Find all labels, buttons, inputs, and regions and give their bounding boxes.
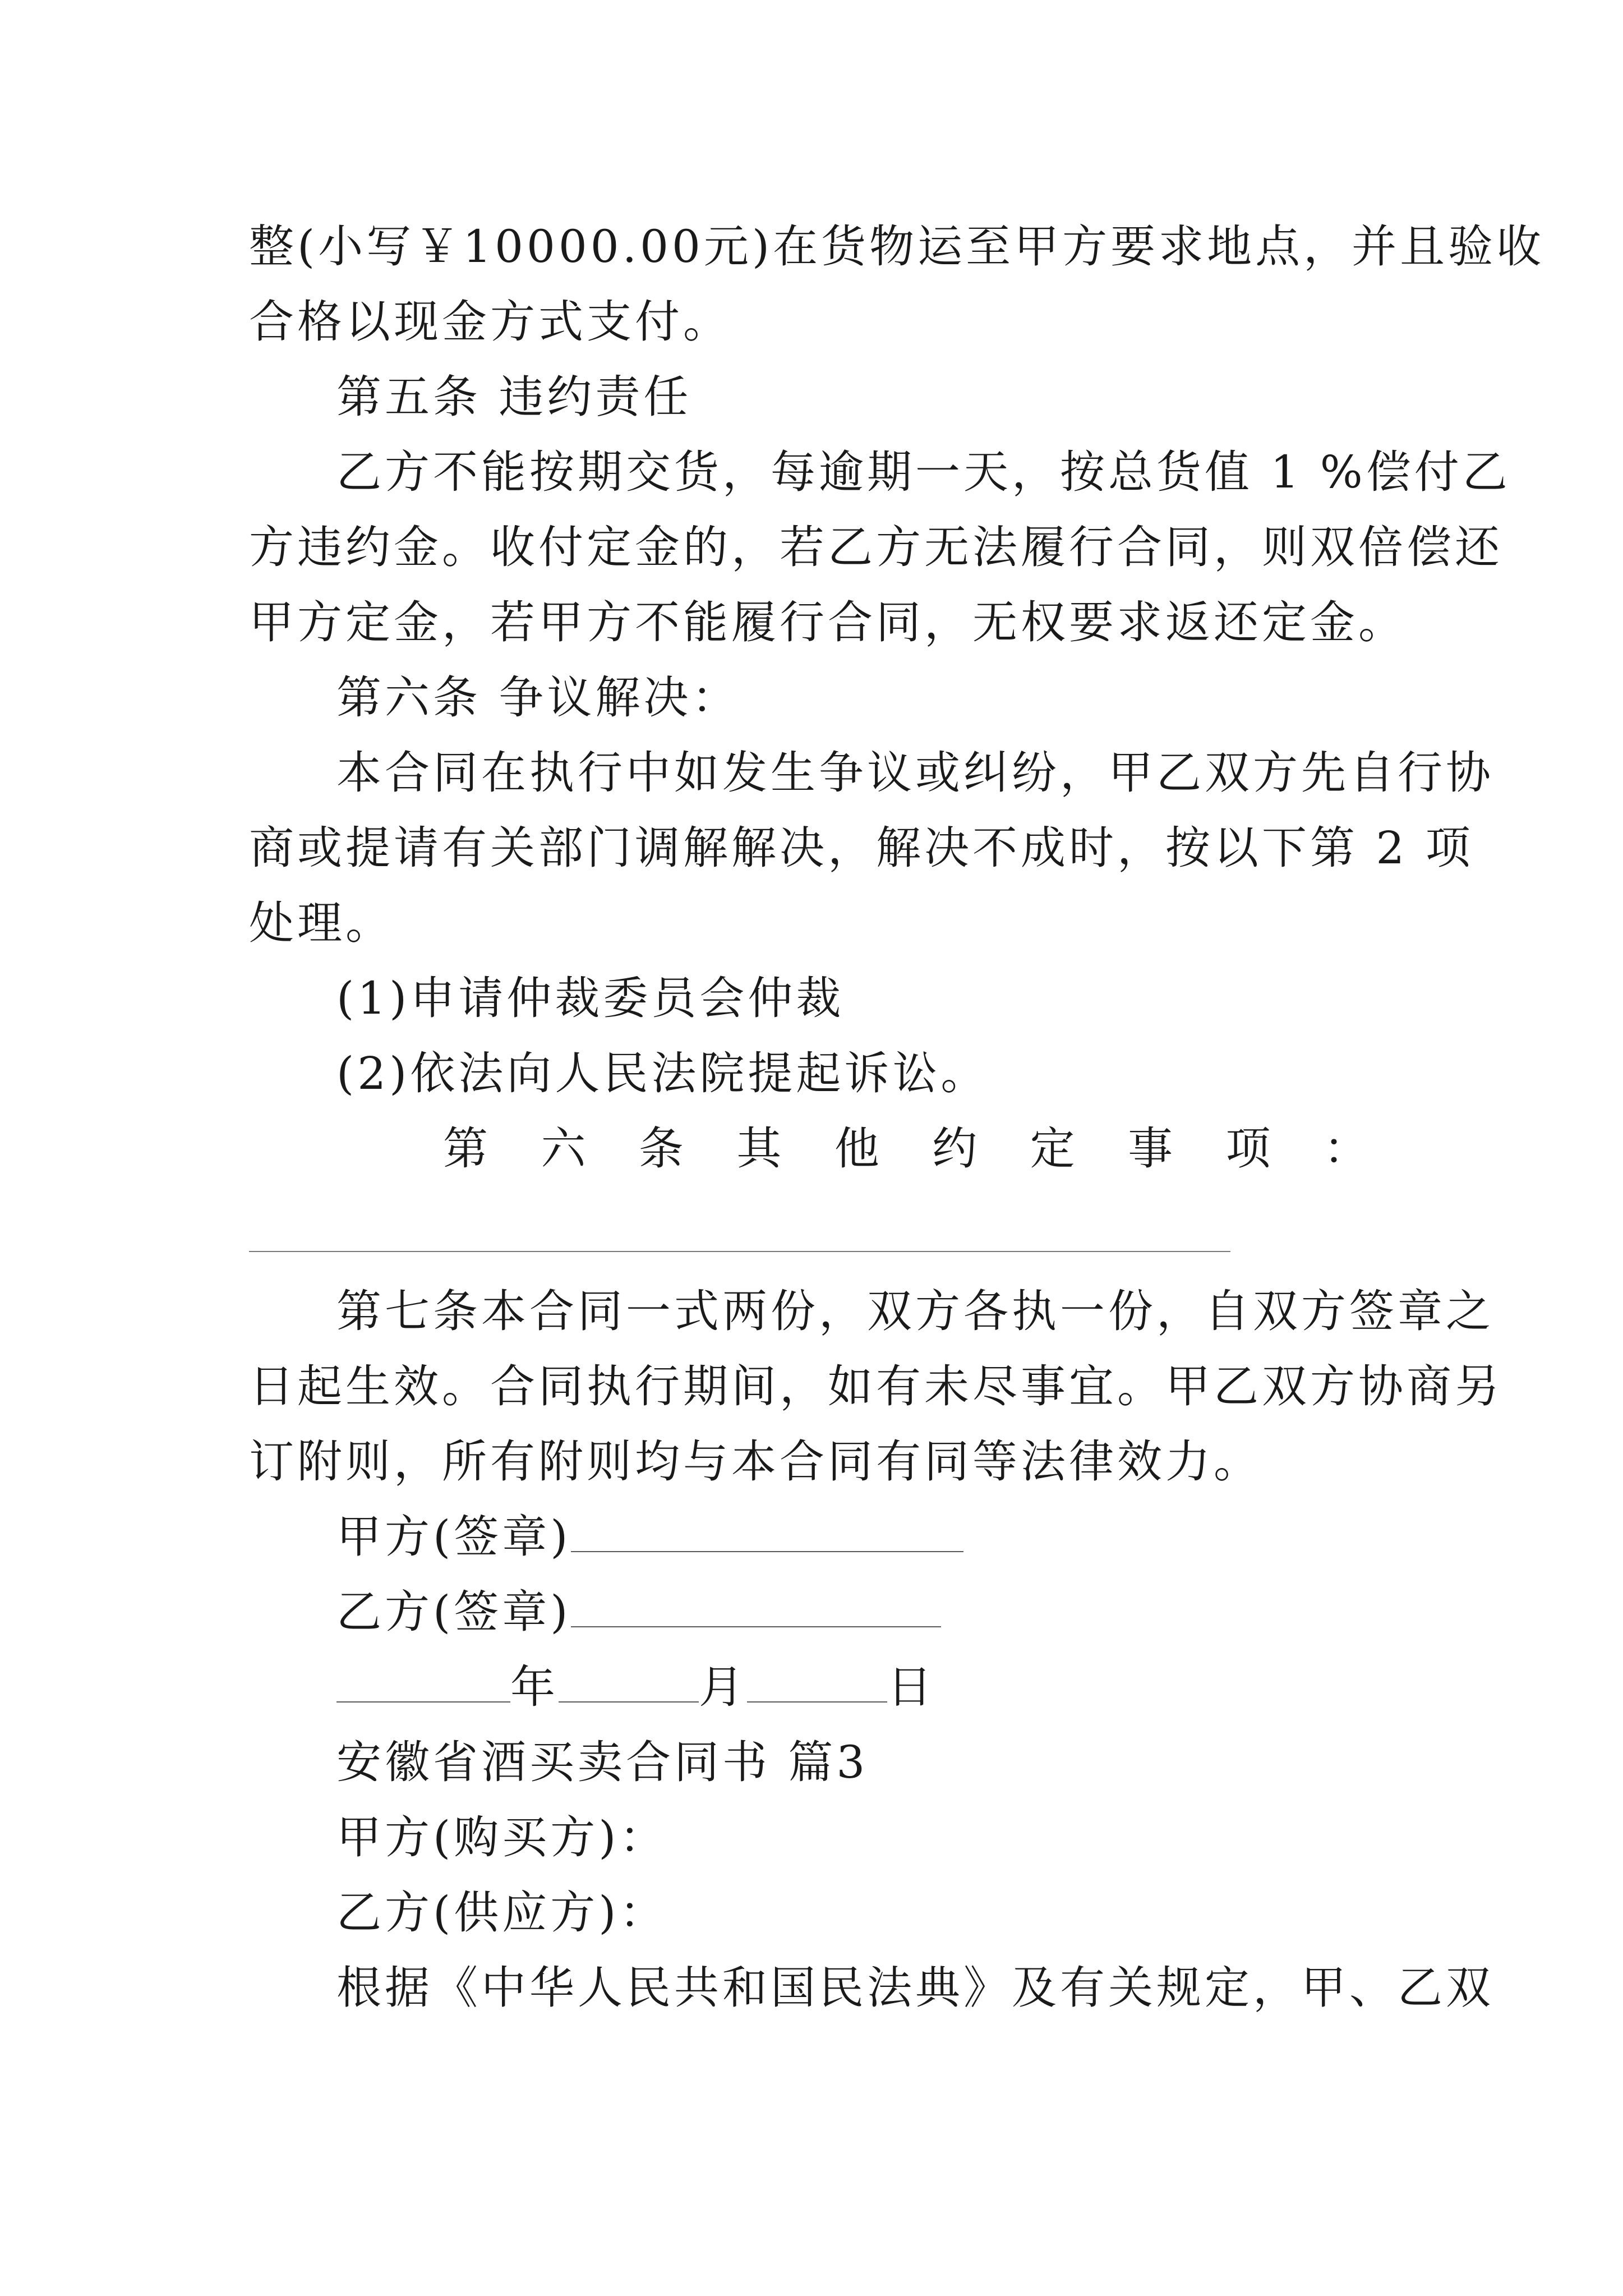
heading-char: 第 [443,1122,488,1175]
signature-date [336,1660,1464,1714]
article-7-line: 第七条本合同一式两份，双方各执一份，自双方签章之 [336,1285,1494,1337]
paragraph-line: 乙方不能按期交货，每逾期一天，按总货值 1 %偿付乙 [336,446,1511,498]
article-5-heading: 第五条 违约责任 [336,371,692,423]
paragraph-line: 商或提请有关部门调解解决，解决不成时，按以下第 2 项 [249,822,1474,874]
year-label: 年 [510,1661,559,1713]
paragraph-line: 本合同在执行中如发生争议或纠纷，甲乙双方先自行协 [336,747,1494,799]
heading-char: 项 [1225,1122,1271,1175]
party-a-signature-blank[interactable] [571,1511,963,1552]
party-b-signature-blank[interactable] [571,1586,941,1627]
option-item: (1)申请仲裁委员会仲裁 [336,972,845,1024]
heading-char: 约 [932,1122,978,1175]
year-blank[interactable] [336,1661,510,1703]
article-other-heading [443,1122,1368,1176]
article-6-heading: 第六条 争议解决： [336,671,740,724]
heading-char: 定 [1030,1122,1075,1175]
paragraph-line: 方违约金。收付定金的，若乙方无法履行合同，则双倍偿还 [249,521,1503,573]
party-b-signature [336,1585,1464,1639]
day-label: 日 [887,1661,935,1713]
day-blank[interactable] [747,1661,887,1703]
heading-char: 事 [1128,1122,1173,1175]
paragraph-line: 根据《中华人民共和国民法典》及有关规定，甲、乙双 [336,1962,1494,2014]
heading-char: 六 [541,1122,586,1175]
paragraph-line: 订附则，所有附则均与本合同有同等法律效力。 [249,1435,1262,1488]
month-label: 月 [699,1661,747,1713]
party-a-buyer: 甲方(购买方)： [336,1811,668,1864]
month-blank[interactable] [559,1661,699,1703]
paragraph-line: 甲方定金，若甲方不能履行合同，无权要求返还定金。 [249,596,1407,648]
heading-char: 他 [834,1122,879,1175]
party-a-label: 甲方(签章) [336,1511,571,1563]
paragraph-line: 日起生效。合同执行期间，如有未尽事宜。甲乙双方协商另 [249,1360,1503,1412]
fill-in-rule [249,1251,1230,1252]
party-b-supplier: 乙方(供应方)： [336,1887,668,1939]
heading-char: 其 [736,1122,782,1175]
option-item: (2)依法向人民法院提起诉讼。 [336,1047,989,1099]
party-b-label: 乙方(签章) [336,1586,571,1638]
paragraph-line: 处理。 [249,897,394,949]
paragraph-line: 整(小写￥10000.00元)在货物运至甲方要求地点，并且验收 [249,220,1545,273]
party-a-signature [336,1510,1464,1564]
paragraph-line: 合格以现金方式支付。 [249,296,731,348]
section-title: 安徽省酒买卖合同书 篇3 [336,1736,869,1788]
heading-char: 条 [638,1122,684,1175]
heading-char: ： [1323,1122,1368,1175]
